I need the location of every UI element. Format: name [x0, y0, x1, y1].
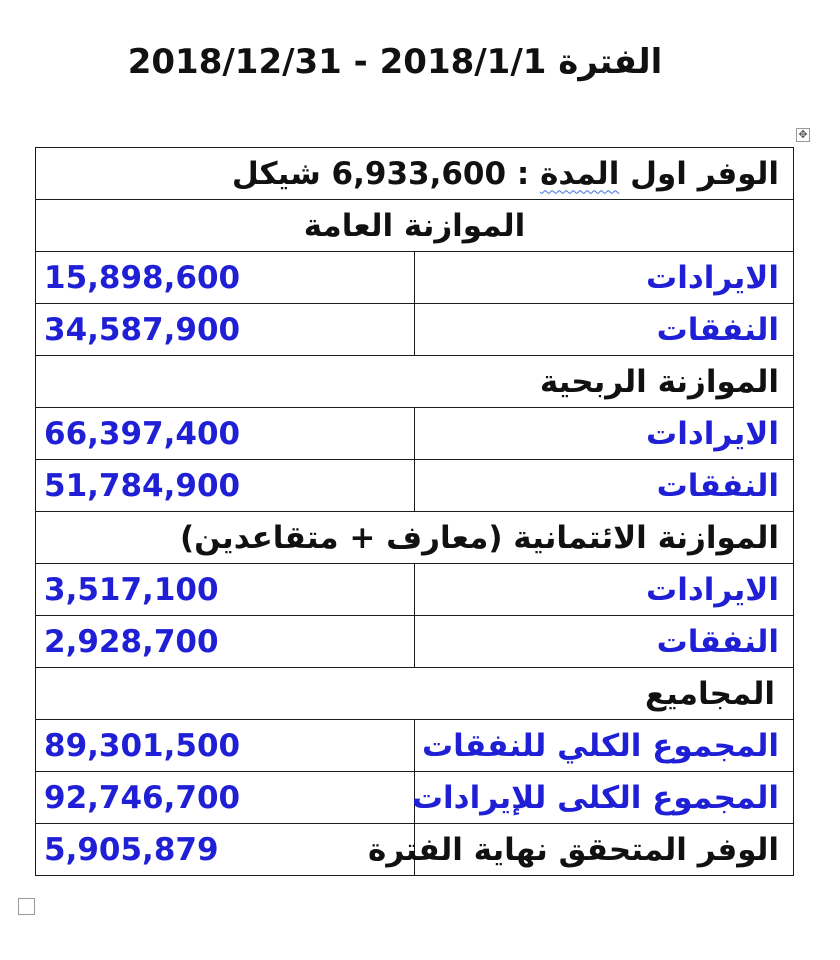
table-row [36, 720, 794, 772]
section-heading-row [36, 668, 794, 720]
general-budget-heading: الموازنة العامة [36, 200, 794, 252]
profit-revenue-label: الايرادات [415, 408, 794, 460]
profit-budget-heading: الموازنة الربحية [36, 356, 794, 408]
opening-surplus-separator: : [506, 155, 541, 192]
table-row [36, 564, 794, 616]
total-revenues-label: المجموع الكلى للإيرادات [415, 772, 794, 824]
total-expenses-label: المجموع الكلي للنفقات [415, 720, 794, 772]
table-row [36, 616, 794, 668]
total-revenues-value: 92,746,700 [36, 772, 415, 824]
trust-revenue-value: 3,517,100 [36, 564, 415, 616]
budget-table [35, 147, 794, 876]
opening-surplus-value: 6,933,600 [331, 155, 507, 192]
opening-surplus-cell [36, 148, 794, 200]
profit-expense-label: النفقات [415, 460, 794, 512]
opening-surplus-currency: شيكل [231, 155, 321, 192]
end-surplus-value: 5,905,879 [36, 824, 415, 876]
trust-revenue-label: الايرادات [415, 564, 794, 616]
general-revenue-label: الايرادات [415, 252, 794, 304]
paragraph-end-marker [18, 898, 35, 915]
profit-expense-value: 51,784,900 [36, 460, 415, 512]
section-heading-row [36, 512, 794, 564]
table-row [36, 304, 794, 356]
section-heading-row [36, 200, 794, 252]
table-row [36, 252, 794, 304]
general-revenue-value: 15,898,600 [36, 252, 415, 304]
table-row [36, 460, 794, 512]
general-expense-value: 34,587,900 [36, 304, 415, 356]
section-heading-row [36, 356, 794, 408]
table-row [36, 408, 794, 460]
trust-expense-value: 2,928,700 [36, 616, 415, 668]
opening-surplus-row [36, 148, 794, 200]
total-expenses-value: 89,301,500 [36, 720, 415, 772]
trust-expense-label: النفقات [415, 616, 794, 668]
opening-surplus-label-underlined: المدة [540, 155, 620, 192]
document-title: الفترة 2018/1/1 - 2018/12/31 [127, 42, 663, 82]
totals-heading: المجاميع [36, 668, 794, 720]
opening-surplus-label: الوفر اول [630, 155, 779, 192]
table-move-handle-icon[interactable]: ✥ [796, 128, 810, 142]
table-row [36, 772, 794, 824]
profit-revenue-value: 66,397,400 [36, 408, 415, 460]
trust-budget-heading: الموازنة الائتمانية (معارف + متقاعدين) [36, 512, 794, 564]
table-row [36, 824, 794, 876]
end-surplus-label: الوفر المتحقق نهاية الفترة [415, 824, 794, 876]
general-expense-label: النفقات [415, 304, 794, 356]
